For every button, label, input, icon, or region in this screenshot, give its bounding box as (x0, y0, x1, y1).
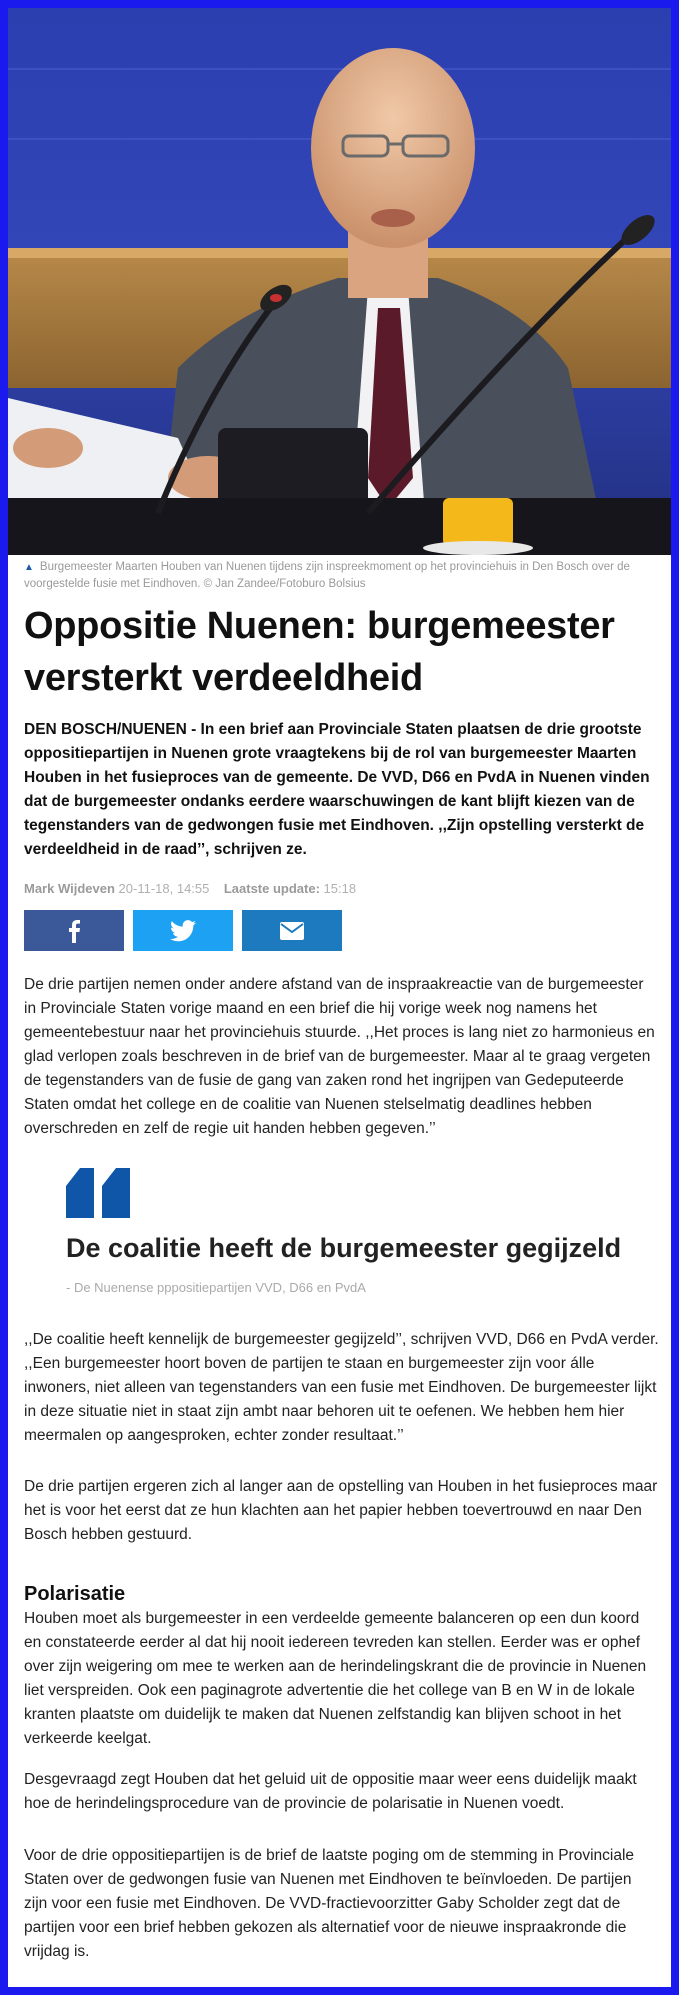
pull-quote: De coalitie heeft de burgemeester gegijzeld (66, 1233, 622, 1263)
twitter-icon (170, 920, 196, 942)
paragraph-2: ,,De coalitie heeft kennelijk de burgemeester gegijzeld’’, schrijven VVD, D66 en PvdA verder. ,,Een burgemeester hoort boven de partijen te staan en burgemeester zijn voor álle inwoners, niet alleen van tegenstanders van een fusie met Eindhoven. De burgemeester lijkt in deze situatie niet in staat zijn ambt naar behoren uit te oefenen. We hebben hem hier meermalen op aangesproken, echter zonder resultaat.’’ (24, 1331, 659, 1444)
update-label: Laatste update: (223, 881, 320, 896)
byline (24, 881, 356, 896)
update-time: 15:18 (323, 881, 357, 896)
share-email-button[interactable] (242, 910, 342, 951)
article-page (8, 8, 671, 1987)
facebook-icon (67, 919, 81, 943)
share-twitter-button[interactable] (133, 910, 233, 951)
article-title: Oppositie Nuenen: burgemeester versterkt verdeeldheid (24, 605, 615, 699)
paragraph-4: Houben moet als burgemeester in een verdeelde gemeente balanceren op een dun koord en constateerde eerder al dat hij nooit iedereen tevreden kan stellen. Eerder was er ophef over zijn weigering om mee te werken aan de herindelingskrant die de provincie in Nuenen liet verspreiden. Ook een paginagrote advertentie die het college van B en W in de lokale kranten plaatste om duidelijk te maken dat Nuenen zelfstandig kan blijven schoot in het verkeerde keelgat. (24, 1610, 647, 1747)
caption-text: Burgemeester Maarten Houben van Nuenen tijdens zijn inspreekmoment op het provinciehuis in Den Bosch over de voorgestelde fusie met Eindhoven. © Jan Zandee/Fotoburo Bolsius (24, 561, 630, 590)
paragraph-3: De drie partijen ergeren zich al langer aan de opstelling van Houben in het fusieproces maar het is voor het eerst dat ze hun klachten aan het papier hebben toevertrouwd en naar Den Bosch hebben gestuurd. (24, 1478, 658, 1543)
caption-triangle-icon[interactable]: ▲ (24, 562, 34, 573)
paragraph-6: Voor de drie oppositiepartijen is de brief de laatste poging om de stemming in Provinciale Staten over de gedwongen fusie van Nuenen met Eindhoven te beïnvloeden. De partijen zijn voor een fusie met Eindhoven. De VVD-fractievoorzitter Gaby Scholder zegt dat de partijen voor een brief hebben gekozen als alternatief voor de nieuwe inspraakronde die vrijdag is. (24, 1847, 635, 1960)
photo-caption (24, 559, 664, 591)
envelope-icon (280, 922, 304, 940)
paragraph-5: Desgevraagd zegt Houben dat het geluid uit de oppositie maar weer eens duidelijk maakt hoe de herindelingsprocedure van de provincie de polarisatie in Nuenen voedt. (24, 1771, 637, 1812)
hero-photo (8, 8, 671, 555)
author-name[interactable]: Mark Wijdeven (24, 881, 115, 896)
share-facebook-button[interactable] (24, 910, 124, 951)
publish-date: 20-11-18, 14:55 (118, 881, 210, 896)
pull-quote-source: - De Nuenense pppositiepartijen VVD, D66 en PvdA (66, 1280, 366, 1295)
paragraph-1: De drie partijen nemen onder andere afstand van de inspraakreactie van de burgemeester in Provinciale Staten vorige maand en een brief die hij vorige week nog namens het gemeentebestuur naar het provinciehuis stuurde. ,,Het proces is lang niet zo harmonieus en glad verlopen zoals beschreven in de brief van de burgemeester. Maar al te graag vergeten de tegenstanders van de fusie de gang van zaken rond het ingrijpen van Gedeputeerde Staten omdat het college en de coalitie van Nuenen stelselmatig deadlines hebben overschreden en zelf de regie uit handen hebben gegeven.’’ (24, 976, 655, 1137)
article-lead: DEN BOSCH/NUENEN - In een brief aan Provinciale Staten plaatsen de drie grootste oppositiepartijen in Nuenen grote vraagtekens bij de rol van burgemeester Maarten Houben in het fusieproces van de gemeente. De VVD, D66 en PvdA in Nuenen vinden dat de burgemeester ondanks eerdere waarschuwingen de kant blijft kiezen van de tegenstanders van de gedwongen fusie met Eindhoven. ,,Zijn opstelling versterkt de verdeeldheid in de raad’’, schrijven ze. (24, 721, 650, 858)
photo-illustration (8, 8, 671, 555)
subheading: Polarisatie (24, 1583, 126, 1605)
quote-mark-icon (66, 1168, 132, 1223)
